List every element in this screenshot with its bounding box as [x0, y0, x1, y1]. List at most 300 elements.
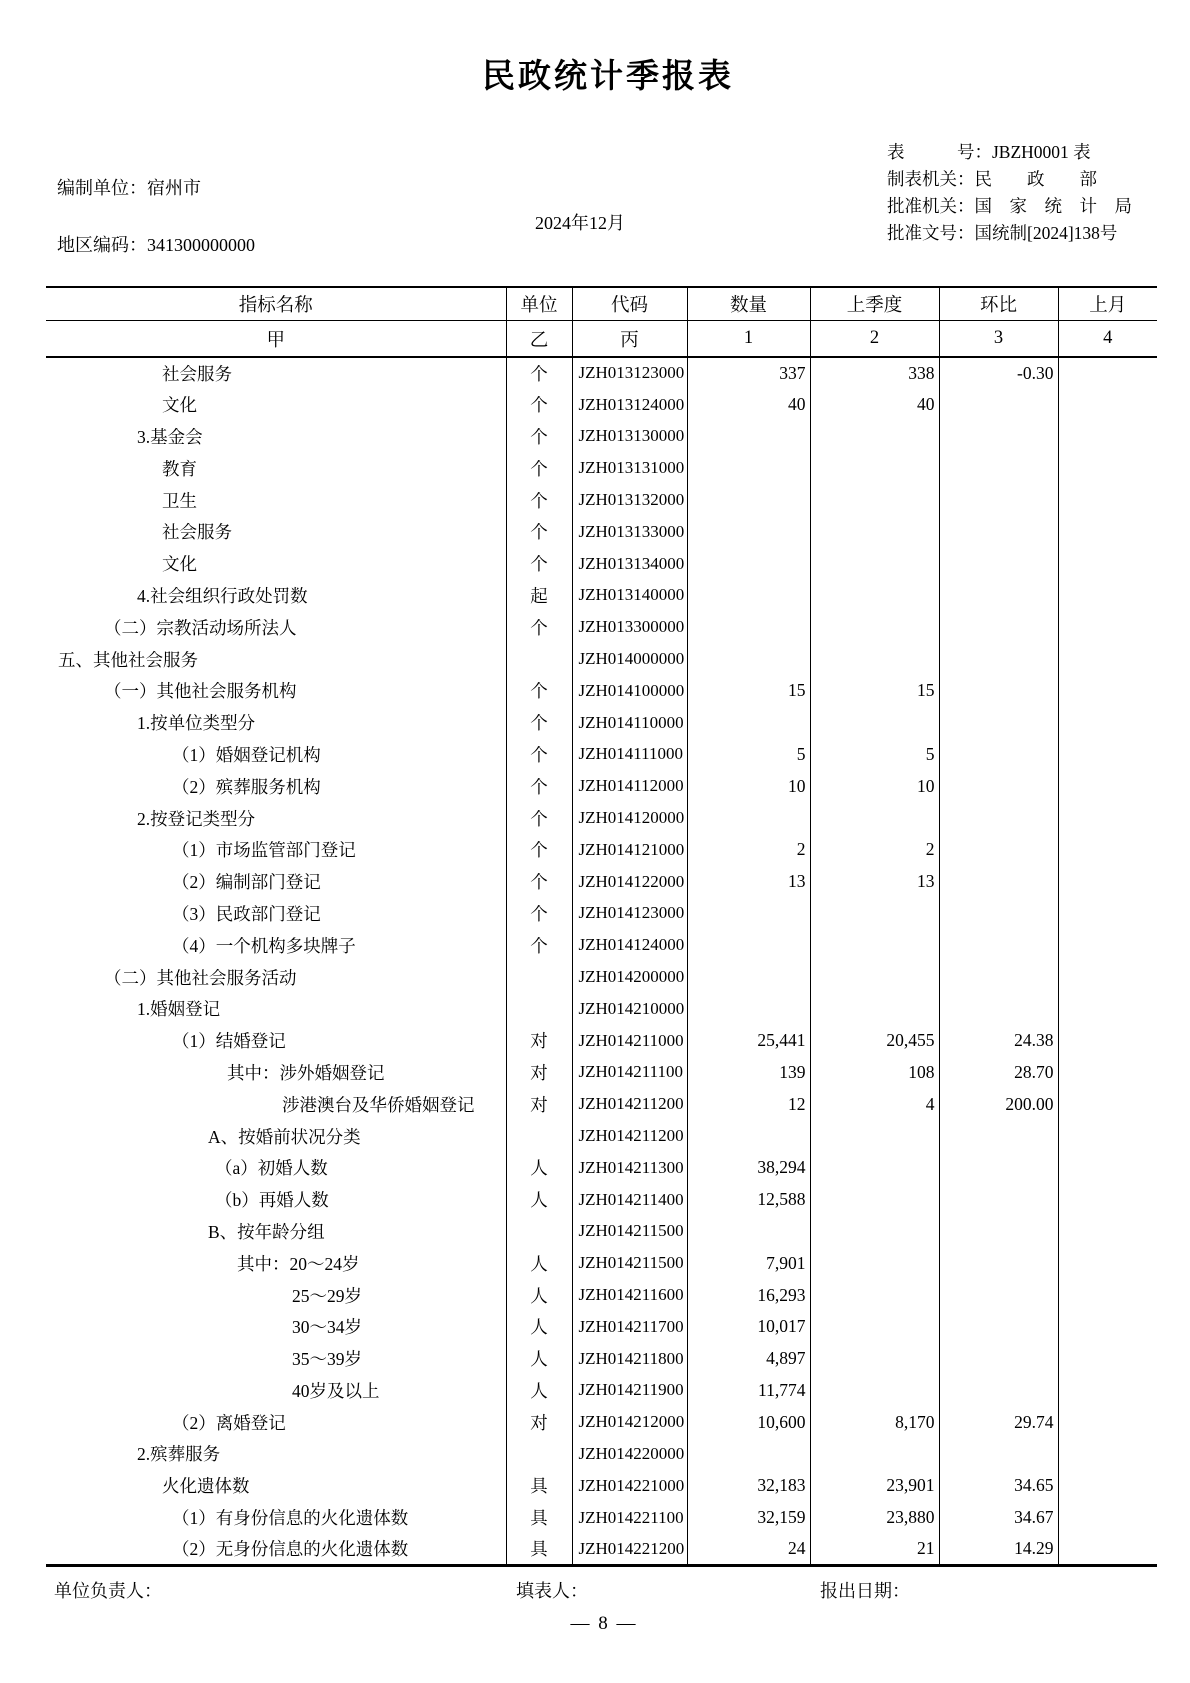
unit-cell: 个 [506, 866, 572, 898]
statistics-table-wrap [46, 286, 1157, 1567]
last-quarter-cell: 21 [810, 1533, 939, 1565]
qoq-cell [939, 389, 1058, 421]
quantity-cell: 40 [687, 389, 810, 421]
unit-cell: 个 [506, 452, 572, 484]
last-month-cell [1058, 1279, 1157, 1311]
table-row [46, 770, 1157, 802]
qoq-cell [939, 739, 1058, 771]
unit-cell: 人 [506, 1279, 572, 1311]
qoq-cell [939, 516, 1058, 548]
qoq-cell [939, 1152, 1058, 1184]
last-month-cell [1058, 1025, 1157, 1057]
quantity-cell: 10 [687, 770, 810, 802]
compiling-unit-value: 宿州市 [147, 178, 201, 198]
last-month-cell [1058, 580, 1157, 612]
qoq-cell [939, 1311, 1058, 1343]
col-unit: 单位 [506, 287, 572, 321]
qoq-cell [939, 452, 1058, 484]
last-quarter-cell [810, 484, 939, 516]
qoq-cell [939, 1438, 1058, 1470]
last-quarter-cell: 8,170 [810, 1406, 939, 1438]
quantity-cell: 32,183 [687, 1470, 810, 1502]
last-month-cell [1058, 834, 1157, 866]
last-quarter-cell: 13 [810, 866, 939, 898]
quantity-cell: 13 [687, 866, 810, 898]
code-cell: JZH014211600 [572, 1279, 687, 1311]
table-row [46, 1502, 1157, 1534]
unit-cell [506, 993, 572, 1025]
table-header [46, 287, 1157, 357]
qoq-cell: 29.74 [939, 1406, 1058, 1438]
qoq-cell: -0.30 [939, 357, 1058, 389]
last-month-cell [1058, 1057, 1157, 1089]
indicator-name-cell: （1）市场监管部门登记 [46, 834, 506, 866]
table-row [46, 993, 1157, 1025]
indicator-name-cell: （b）再婚人数 [46, 1184, 506, 1216]
last-quarter-cell: 23,901 [810, 1470, 939, 1502]
qoq-cell: 34.67 [939, 1502, 1058, 1534]
unit-cell [506, 1438, 572, 1470]
table-row [46, 1025, 1157, 1057]
table-row [46, 1343, 1157, 1375]
table-row [46, 834, 1157, 866]
unit-cell: 对 [506, 1057, 572, 1089]
unit-head-label: 单位负责人： [54, 1581, 162, 1601]
last-month-cell [1058, 739, 1157, 771]
unit-cell: 对 [506, 1406, 572, 1438]
qoq-cell [939, 1216, 1058, 1248]
last-quarter-cell [810, 993, 939, 1025]
last-quarter-cell [810, 1120, 939, 1152]
last-quarter-cell [810, 548, 939, 580]
qoq-cell: 24.38 [939, 1025, 1058, 1057]
indicator-name-cell: 4.社会组织行政处罚数 [46, 580, 506, 612]
page-number: — 8 — [570, 1613, 638, 1634]
last-month-cell [1058, 1406, 1157, 1438]
last-month-cell [1058, 1184, 1157, 1216]
code-cell: JZH014211500 [572, 1216, 687, 1248]
last-month-cell [1058, 802, 1157, 834]
unit-cell: 对 [506, 1088, 572, 1120]
table-row [46, 898, 1157, 930]
indicator-name-cell: 25～29岁 [46, 1279, 506, 1311]
form-meta-block [887, 139, 1132, 247]
qoq-cell [939, 707, 1058, 739]
subcol-bing: 丙 [572, 321, 687, 358]
indicator-name-cell: （3）民政部门登记 [46, 898, 506, 930]
indicator-name-cell: B、按年龄分组 [46, 1216, 506, 1248]
table-row [46, 1057, 1157, 1089]
last-month-cell [1058, 1343, 1157, 1375]
last-quarter-cell: 40 [810, 389, 939, 421]
code-cell: JZH013131000 [572, 452, 687, 484]
indicator-name-cell: 1.按单位类型分 [46, 707, 506, 739]
quantity-cell: 12,588 [687, 1184, 810, 1216]
last-quarter-cell: 15 [810, 675, 939, 707]
indicator-name-cell: 火化遗体数 [46, 1470, 506, 1502]
table-row [46, 611, 1157, 643]
last-quarter-cell [810, 580, 939, 612]
code-cell: JZH014221100 [572, 1502, 687, 1534]
col-last-quarter: 上季度 [810, 287, 939, 321]
last-quarter-cell [810, 1152, 939, 1184]
code-cell: JZH014211100 [572, 1057, 687, 1089]
report-date-label: 报出日期： [820, 1581, 910, 1601]
last-month-cell [1058, 866, 1157, 898]
last-month-cell [1058, 1120, 1157, 1152]
last-month-cell [1058, 1470, 1157, 1502]
unit-cell: 个 [506, 516, 572, 548]
last-month-cell [1058, 611, 1157, 643]
qoq-cell [939, 611, 1058, 643]
code-cell: JZH014112000 [572, 770, 687, 802]
unit-cell [506, 1120, 572, 1152]
unit-cell: 具 [506, 1533, 572, 1565]
quantity-cell: 16,293 [687, 1279, 810, 1311]
form-maker-line: 制表机关：民 政 部 [887, 169, 1097, 189]
indicator-name-cell: 2.按登记类型分 [46, 802, 506, 834]
code-cell: JZH014200000 [572, 961, 687, 993]
code-cell: JZH014211200 [572, 1120, 687, 1152]
last-month-cell [1058, 898, 1157, 930]
table-row [46, 1438, 1157, 1470]
table-row [46, 1470, 1157, 1502]
quantity-cell [687, 1438, 810, 1470]
code-cell: JZH014210000 [572, 993, 687, 1025]
indicator-name-cell: 社会服务 [46, 357, 506, 389]
qoq-cell [939, 770, 1058, 802]
unit-cell: 人 [506, 1375, 572, 1407]
indicator-name-cell: （4）一个机构多块牌子 [46, 929, 506, 961]
col-code: 代码 [572, 287, 687, 321]
last-month-cell [1058, 961, 1157, 993]
quantity-cell [687, 580, 810, 612]
last-quarter-cell [810, 516, 939, 548]
indicator-name-cell: 2.殡葬服务 [46, 1438, 506, 1470]
unit-cell: 人 [506, 1152, 572, 1184]
unit-cell: 个 [506, 707, 572, 739]
last-quarter-cell [810, 1438, 939, 1470]
indicator-name-cell: （二）宗教活动场所法人 [46, 611, 506, 643]
report-period: 2024年12月 [535, 213, 625, 233]
last-month-cell [1058, 1438, 1157, 1470]
indicator-name-cell: （2）殡葬服务机构 [46, 770, 506, 802]
last-quarter-cell [810, 421, 939, 453]
col-indicator-name: 指标名称 [46, 287, 506, 321]
quantity-cell [687, 452, 810, 484]
code-cell: JZH013300000 [572, 611, 687, 643]
statistics-table [46, 286, 1157, 1567]
unit-cell: 个 [506, 802, 572, 834]
quantity-cell: 5 [687, 739, 810, 771]
last-quarter-cell [810, 452, 939, 484]
qoq-cell [939, 1375, 1058, 1407]
qoq-cell [939, 834, 1058, 866]
quantity-cell [687, 802, 810, 834]
qoq-cell [939, 1343, 1058, 1375]
indicator-name-cell: 五、其他社会服务 [46, 643, 506, 675]
last-month-cell [1058, 357, 1157, 389]
code-cell: JZH014120000 [572, 802, 687, 834]
subcol-3: 3 [939, 321, 1058, 358]
last-month-cell [1058, 516, 1157, 548]
code-cell: JZH014211000 [572, 1025, 687, 1057]
table-row [46, 357, 1157, 389]
unit-cell: 个 [506, 484, 572, 516]
code-cell: JZH013130000 [572, 421, 687, 453]
quantity-cell: 7,901 [687, 1247, 810, 1279]
last-quarter-cell: 108 [810, 1057, 939, 1089]
subcol-1: 1 [687, 321, 810, 358]
table-row [46, 1216, 1157, 1248]
last-quarter-cell [810, 1216, 939, 1248]
table-row [46, 1375, 1157, 1407]
last-month-cell [1058, 675, 1157, 707]
last-month-cell [1058, 929, 1157, 961]
indicator-name-cell: 其中：20～24岁 [46, 1247, 506, 1279]
table-row [46, 389, 1157, 421]
unit-cell: 对 [506, 1025, 572, 1057]
qoq-cell [939, 1247, 1058, 1279]
unit-cell: 个 [506, 389, 572, 421]
indicator-name-cell: （2）无身份信息的火化遗体数 [46, 1533, 506, 1565]
table-row [46, 452, 1157, 484]
last-quarter-cell [810, 1343, 939, 1375]
unit-cell: 个 [506, 357, 572, 389]
quantity-cell: 11,774 [687, 1375, 810, 1407]
col-last-month: 上月 [1058, 287, 1157, 321]
qoq-cell [939, 961, 1058, 993]
last-month-cell [1058, 1311, 1157, 1343]
table-row [46, 707, 1157, 739]
last-quarter-cell: 23,880 [810, 1502, 939, 1534]
code-cell: JZH014211500 [572, 1247, 687, 1279]
indicator-name-cell: 30～34岁 [46, 1311, 506, 1343]
last-month-cell [1058, 421, 1157, 453]
table-row [46, 1311, 1157, 1343]
quantity-cell [687, 898, 810, 930]
quantity-cell [687, 1120, 810, 1152]
qoq-cell: 14.29 [939, 1533, 1058, 1565]
unit-cell: 个 [506, 770, 572, 802]
unit-cell: 个 [506, 421, 572, 453]
subcol-2: 2 [810, 321, 939, 358]
table-row [46, 1279, 1157, 1311]
last-quarter-cell [810, 611, 939, 643]
quantity-cell [687, 611, 810, 643]
indicator-name-cell: A、按婚前状况分类 [46, 1120, 506, 1152]
region-code-field [57, 231, 255, 257]
last-month-cell [1058, 707, 1157, 739]
col-qoq: 环比 [939, 287, 1058, 321]
code-cell: JZH014122000 [572, 866, 687, 898]
code-cell: JZH014110000 [572, 707, 687, 739]
last-month-cell [1058, 452, 1157, 484]
quantity-cell: 12 [687, 1088, 810, 1120]
last-quarter-cell [810, 1184, 939, 1216]
qoq-cell [939, 675, 1058, 707]
code-cell: JZH013123000 [572, 357, 687, 389]
quantity-cell [687, 421, 810, 453]
quantity-cell [687, 484, 810, 516]
col-quantity: 数量 [687, 287, 810, 321]
qoq-cell [939, 866, 1058, 898]
unit-cell [506, 1216, 572, 1248]
indicator-name-cell: 其中：涉外婚姻登记 [46, 1057, 506, 1089]
quantity-cell: 2 [687, 834, 810, 866]
table-subheader-row [46, 321, 1157, 358]
qoq-cell [939, 898, 1058, 930]
unit-cell: 个 [506, 898, 572, 930]
code-cell: JZH014100000 [572, 675, 687, 707]
unit-cell [506, 643, 572, 675]
indicator-name-cell: （1）婚姻登记机构 [46, 739, 506, 771]
unit-cell: 人 [506, 1247, 572, 1279]
qoq-cell [939, 548, 1058, 580]
quantity-cell [687, 961, 810, 993]
indicator-name-cell: 教育 [46, 452, 506, 484]
region-code-value: 341300000000 [147, 235, 255, 255]
code-cell: JZH013134000 [572, 548, 687, 580]
qoq-cell [939, 802, 1058, 834]
code-cell: JZH014211200 [572, 1088, 687, 1120]
quantity-cell [687, 993, 810, 1025]
code-cell: JZH014111000 [572, 739, 687, 771]
table-row [46, 866, 1157, 898]
quantity-cell: 10,600 [687, 1406, 810, 1438]
table-row [46, 1533, 1157, 1565]
qoq-cell [939, 643, 1058, 675]
last-quarter-cell [810, 1279, 939, 1311]
table-row [46, 802, 1157, 834]
qoq-cell: 28.70 [939, 1057, 1058, 1089]
code-cell: JZH014220000 [572, 1438, 687, 1470]
unit-cell: 个 [506, 834, 572, 866]
code-cell: JZH014211300 [572, 1152, 687, 1184]
table-row [46, 548, 1157, 580]
table-row [46, 1406, 1157, 1438]
code-cell: JZH014211400 [572, 1184, 687, 1216]
page-title: 民政统计季报表 [482, 57, 734, 94]
form-number-line: 表 号：JBZH0001 表 [887, 142, 1091, 162]
indicator-name-cell: 文化 [46, 548, 506, 580]
last-quarter-cell [810, 961, 939, 993]
last-month-cell [1058, 1088, 1157, 1120]
code-cell: JZH014212000 [572, 1406, 687, 1438]
unit-cell: 人 [506, 1311, 572, 1343]
qoq-cell [939, 929, 1058, 961]
last-quarter-cell [810, 898, 939, 930]
unit-cell: 人 [506, 1184, 572, 1216]
unit-cell: 人 [506, 1343, 572, 1375]
last-quarter-cell [810, 1311, 939, 1343]
last-month-cell [1058, 1247, 1157, 1279]
quantity-cell: 25,441 [687, 1025, 810, 1057]
last-quarter-cell: 2 [810, 834, 939, 866]
indicator-name-cell: （一）其他社会服务机构 [46, 675, 506, 707]
table-header-row [46, 287, 1157, 321]
qoq-cell: 34.65 [939, 1470, 1058, 1502]
last-month-cell [1058, 1216, 1157, 1248]
code-cell: JZH014123000 [572, 898, 687, 930]
approval-doc-line: 批准文号：国统制[2024]138号 [887, 223, 1118, 243]
code-cell: JZH014124000 [572, 929, 687, 961]
quantity-cell [687, 1216, 810, 1248]
qoq-cell [939, 993, 1058, 1025]
indicator-name-cell: （2）离婚登记 [46, 1406, 506, 1438]
indicator-name-cell: 社会服务 [46, 516, 506, 548]
table-row [46, 484, 1157, 516]
unit-cell: 个 [506, 929, 572, 961]
table-body [46, 357, 1157, 1565]
table-row [46, 1184, 1157, 1216]
indicator-name-cell: （1）有身份信息的火化遗体数 [46, 1502, 506, 1534]
quantity-cell: 139 [687, 1057, 810, 1089]
indicator-name-cell: 卫生 [46, 484, 506, 516]
quantity-cell: 337 [687, 357, 810, 389]
quantity-cell [687, 929, 810, 961]
quantity-cell: 10,017 [687, 1311, 810, 1343]
unit-cell: 个 [506, 611, 572, 643]
qoq-cell [939, 1279, 1058, 1311]
qoq-cell [939, 1120, 1058, 1152]
compiling-unit-label: 编制单位： [57, 178, 147, 198]
indicator-name-cell: 涉港澳台及华侨婚姻登记 [46, 1088, 506, 1120]
table-row [46, 1152, 1157, 1184]
last-quarter-cell [810, 929, 939, 961]
table-row [46, 643, 1157, 675]
last-quarter-cell: 4 [810, 1088, 939, 1120]
code-cell: JZH014121000 [572, 834, 687, 866]
quantity-cell [687, 548, 810, 580]
code-cell: JZH014221000 [572, 1470, 687, 1502]
code-cell: JZH014000000 [572, 643, 687, 675]
quantity-cell [687, 643, 810, 675]
last-month-cell [1058, 548, 1157, 580]
code-cell: JZH014211800 [572, 1343, 687, 1375]
qoq-cell [939, 484, 1058, 516]
code-cell: JZH014211700 [572, 1311, 687, 1343]
compiling-unit-field [57, 174, 201, 200]
qoq-cell [939, 421, 1058, 453]
code-cell: JZH013133000 [572, 516, 687, 548]
last-month-cell [1058, 1375, 1157, 1407]
table-row [46, 1120, 1157, 1152]
table-row [46, 675, 1157, 707]
unit-cell [506, 961, 572, 993]
quantity-cell: 15 [687, 675, 810, 707]
table-row [46, 1088, 1157, 1120]
last-quarter-cell [810, 802, 939, 834]
last-quarter-cell [810, 1375, 939, 1407]
table-row [46, 929, 1157, 961]
indicator-name-cell: 35～39岁 [46, 1343, 506, 1375]
table-row [46, 961, 1157, 993]
quantity-cell: 24 [687, 1533, 810, 1565]
code-cell: JZH013124000 [572, 389, 687, 421]
indicator-name-cell: （1）结婚登记 [46, 1025, 506, 1057]
quantity-cell: 38,294 [687, 1152, 810, 1184]
last-quarter-cell [810, 643, 939, 675]
code-cell: JZH013140000 [572, 580, 687, 612]
last-quarter-cell [810, 707, 939, 739]
indicator-name-cell: 40岁及以上 [46, 1375, 506, 1407]
table-row [46, 421, 1157, 453]
qoq-cell: 200.00 [939, 1088, 1058, 1120]
last-month-cell [1058, 1152, 1157, 1184]
unit-cell: 个 [506, 548, 572, 580]
quantity-cell: 32,159 [687, 1502, 810, 1534]
